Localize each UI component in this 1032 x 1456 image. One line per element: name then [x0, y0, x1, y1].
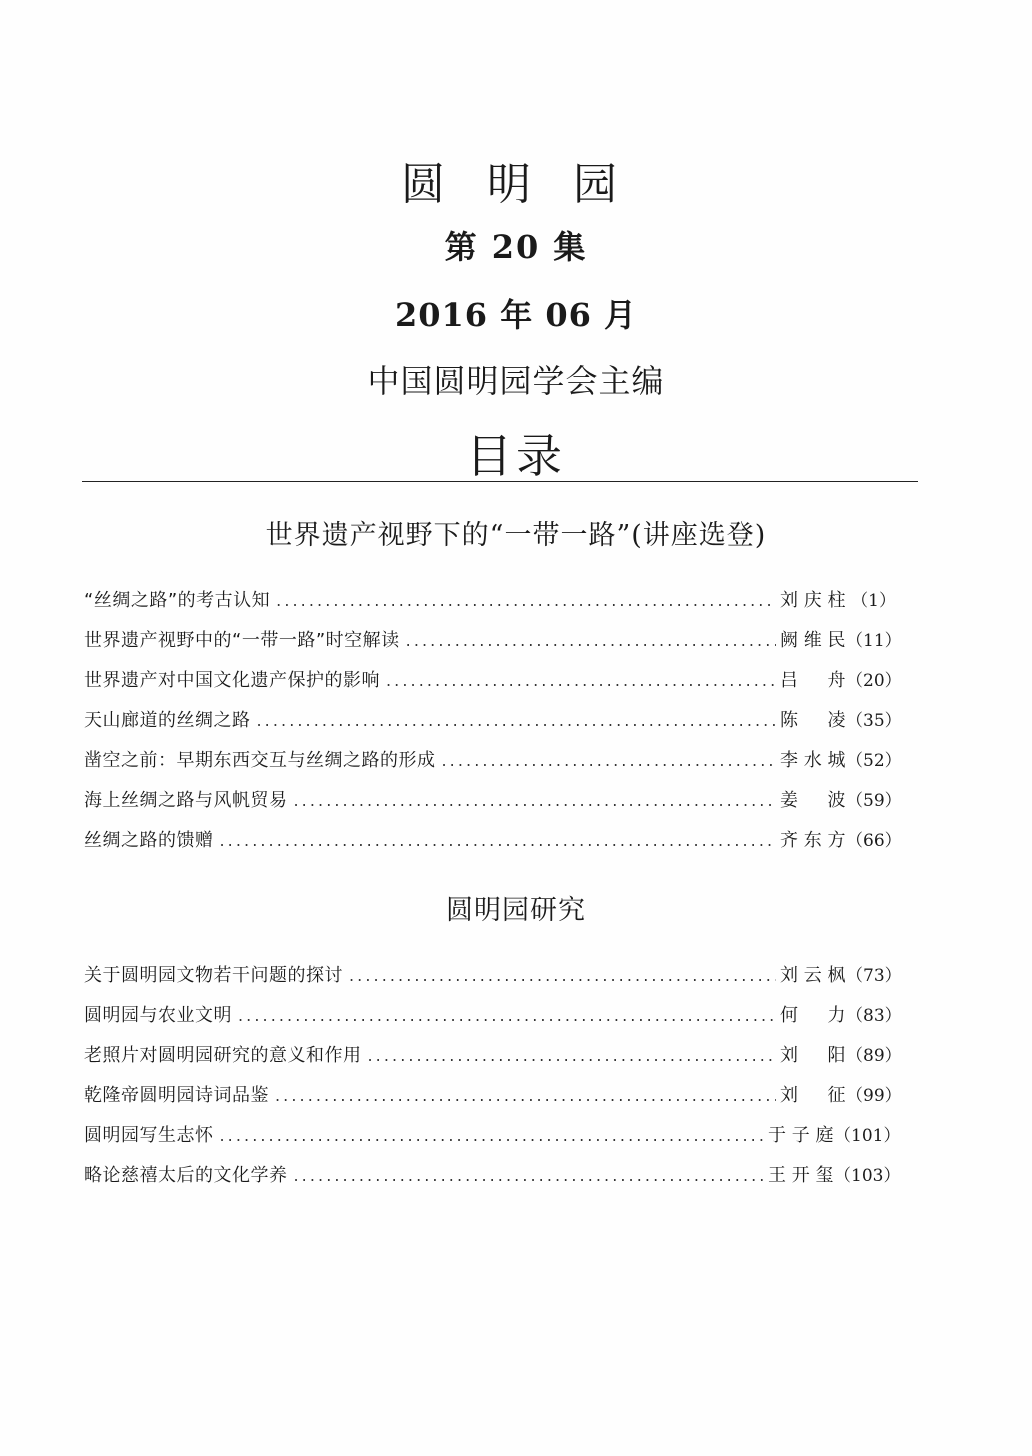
entry-author: 刘 阳: [780, 1045, 846, 1066]
dot-leader: [386, 669, 776, 693]
entry-author: 刘 征: [780, 1085, 846, 1106]
journal-title: 圆 明 园: [401, 159, 631, 210]
entry-title: 略论慈禧太后的文化学养: [84, 1165, 288, 1186]
entry-page: （73）: [846, 966, 902, 986]
entry-title: “丝绸之路”的考古认知: [84, 590, 271, 611]
dot-leader: [368, 1044, 777, 1068]
toc-entry[interactable]: [84, 789, 902, 813]
dot-leader: [220, 829, 777, 853]
entry-page: （99）: [846, 1086, 902, 1106]
toc-entry[interactable]: [84, 829, 902, 853]
entry-page: （101）: [834, 1126, 901, 1146]
section-title: 圆明园研究: [446, 895, 586, 926]
entry-page: （59）: [846, 791, 902, 811]
toc-entry[interactable]: [84, 964, 902, 988]
dot-leader: [220, 1124, 765, 1148]
issue-number: 第 20 集: [444, 228, 588, 266]
entry-author: 陈 凌: [780, 710, 846, 731]
toc-list: [84, 964, 902, 1204]
entry-title: 世界遗产对中国文化遗产保护的影响: [84, 670, 380, 691]
entry-author: 阙维民: [780, 630, 846, 651]
entry-page: （11）: [846, 631, 902, 651]
entry-page: （83）: [846, 1006, 902, 1026]
dot-leader: [294, 1164, 765, 1188]
section-title: 世界遗产视野下的“一带一路”(讲座选登): [265, 520, 767, 551]
toc-entry[interactable]: [84, 1084, 902, 1108]
dot-leader: [442, 749, 777, 773]
entry-title: 乾隆帝圆明园诗词品鉴: [84, 1085, 269, 1106]
toc-list: [84, 589, 902, 869]
entry-page: （89）: [846, 1046, 902, 1066]
entry-title: 圆明园与农业文明: [84, 1005, 232, 1026]
divider: [82, 481, 918, 482]
entry-page: （66）: [846, 831, 902, 851]
toc-entry[interactable]: [84, 1044, 902, 1068]
editor-line: 中国圆明园学会主编: [367, 362, 665, 400]
toc-heading: 目录: [466, 429, 566, 483]
entry-author: 李水城: [780, 750, 846, 771]
entry-author: 刘云枫: [780, 965, 846, 986]
entry-author: 于子庭: [768, 1125, 834, 1146]
entry-author: 齐东方: [780, 830, 846, 851]
entry-title: 丝绸之路的馈赠: [84, 830, 214, 851]
entry-author: 刘庆柱: [780, 590, 846, 611]
entry-author: 何 力: [780, 1005, 846, 1026]
entry-title: 关于圆明园文物若干问题的探讨: [84, 965, 343, 986]
entry-page: （1）: [851, 591, 896, 611]
entry-author: 吕 舟: [780, 670, 846, 691]
dot-leader: [257, 709, 777, 733]
dot-leader: [406, 629, 776, 653]
toc-entry[interactable]: [84, 669, 902, 693]
publication-date: 2016 年 06 月: [394, 296, 638, 334]
entry-title: 世界遗产视野中的“一带一路”时空解读: [84, 630, 400, 651]
entry-title: 天山廊道的丝绸之路: [84, 710, 251, 731]
entry-title: 老照片对圆明园研究的意义和作用: [84, 1045, 362, 1066]
entry-title: 凿空之前：早期东西交互与丝绸之路的形成: [84, 750, 436, 771]
toc-entry[interactable]: [84, 1004, 902, 1028]
entry-page: （20）: [846, 671, 902, 691]
toc-entry[interactable]: [84, 1124, 901, 1148]
dot-leader: [349, 964, 776, 988]
toc-entry[interactable]: [84, 629, 902, 653]
dot-leader: [275, 1084, 776, 1108]
toc-entry[interactable]: [84, 1164, 901, 1188]
toc-entry[interactable]: [84, 749, 902, 773]
entry-page: （52）: [846, 751, 902, 771]
entry-author: 姜 波: [780, 790, 846, 811]
dot-leader: [294, 789, 777, 813]
dot-leader: [238, 1004, 776, 1028]
entry-title: 圆明园写生志怀: [84, 1125, 214, 1146]
entry-page: （35）: [846, 711, 902, 731]
entry-page: （103）: [834, 1166, 901, 1186]
toc-entry[interactable]: [84, 709, 902, 733]
entry-title: 海上丝绸之路与风帆贸易: [84, 790, 288, 811]
dot-leader: [276, 589, 776, 613]
entry-author: 王开玺: [768, 1165, 834, 1186]
toc-entry[interactable]: [84, 589, 896, 613]
